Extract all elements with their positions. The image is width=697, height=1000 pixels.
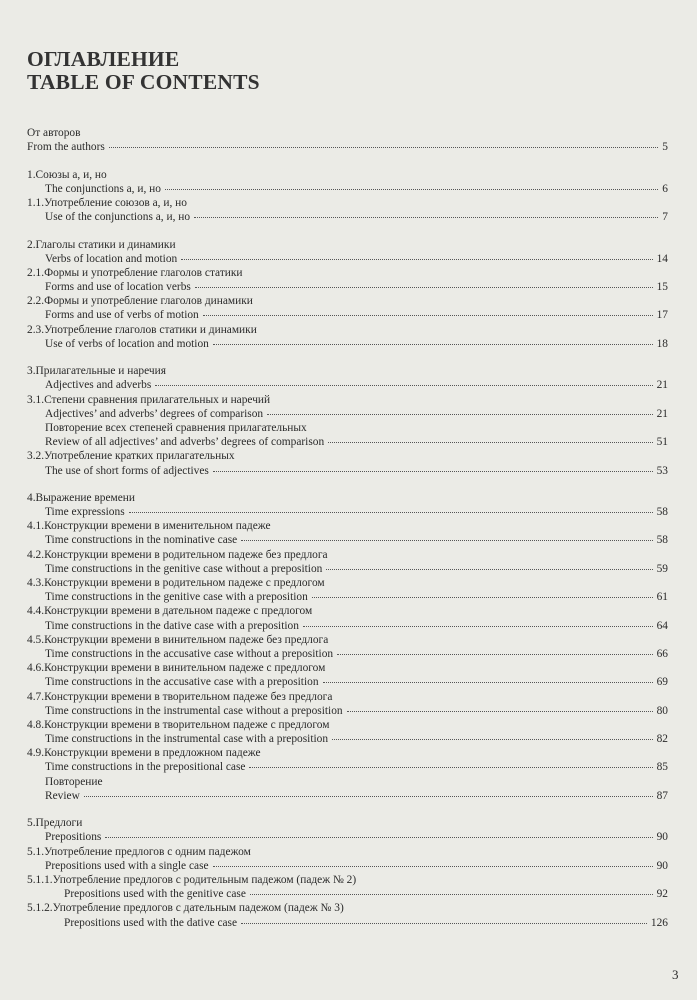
entry-title-en: Prepositions used with the genitive case: [64, 888, 246, 901]
toc-entry-ru: [27, 633, 668, 647]
toc-entry-ru: [27, 604, 668, 618]
entry-title-en: Time constructions in the instrumental case without a preposition: [45, 704, 343, 717]
entry-page-number: 82: [656, 733, 668, 746]
entry-title-en: Prepositions used with the dative case: [64, 916, 238, 929]
toc-entry-ru: [27, 845, 668, 859]
dot-leader: [129, 512, 653, 513]
entry-title-ru: Конструкции времени в именительном падеже: [44, 520, 271, 533]
entry-title-ru: Конструкции времени в дательном падеже с предлогом: [44, 605, 313, 618]
entry-page-number: 14: [656, 252, 668, 265]
entry-title-en: The use of short forms of adjectives: [45, 464, 209, 477]
dot-leader: [323, 682, 653, 683]
section-gap: [27, 154, 668, 167]
toc-entry-ru: [27, 661, 668, 675]
toc-entry-en: [27, 619, 668, 633]
section-number: 3.1.: [27, 393, 45, 406]
entry-page-number: 69: [656, 676, 668, 689]
section-number: 4.1.: [27, 520, 45, 533]
toc-entry-en: [27, 280, 668, 294]
dot-leader: [165, 189, 658, 190]
entry-page-number: 66: [656, 647, 668, 660]
entry-title-ru: Союзы а, и, но: [35, 168, 107, 181]
entry-title-en: Time constructions in the dative case with a preposition: [45, 619, 299, 632]
entry-title-ru: Конструкции времени в творительном падеже без предлога: [44, 690, 333, 703]
dot-leader: [213, 344, 653, 345]
entry-title-ru: Выражение времени: [35, 491, 136, 504]
toc-entry-en: [27, 647, 668, 661]
entry-title-en: Review of all adjectives’ and adverbs’ degrees of comparison: [45, 436, 325, 449]
section-number: 2.1.: [27, 266, 45, 279]
entry-title-ru: Предлоги: [35, 817, 83, 830]
dot-leader: [203, 315, 653, 316]
toc-entry-en: [27, 590, 668, 604]
table-of-contents: [27, 126, 668, 930]
dot-leader: [326, 569, 652, 570]
dot-leader: [213, 471, 653, 472]
toc-entry-en: [27, 760, 668, 774]
section-gap: [27, 803, 668, 816]
toc-entry-ru: [27, 873, 668, 887]
toc-entry-en: [27, 887, 668, 901]
toc-entry-ru: [27, 901, 668, 915]
entry-title-en: The conjunctions а, и, но: [45, 182, 161, 195]
dot-leader: [312, 597, 653, 598]
entry-title-ru: Конструкции времени в родительном падеже без предлога: [44, 548, 328, 561]
section-number: 5.1.2.: [27, 902, 53, 915]
toc-entry-en: [27, 859, 668, 873]
section-number: 5.1.: [27, 845, 45, 858]
toc-entry-ru: [27, 491, 668, 505]
entry-page-number: 18: [656, 337, 668, 350]
toc-entry-en: [27, 505, 668, 519]
entry-page-number: 15: [656, 281, 668, 294]
entry-page-number: 21: [656, 379, 668, 392]
toc-entry-en: [27, 562, 668, 576]
toc-entry-ru: [27, 449, 668, 463]
toc-entry-ru: [27, 168, 668, 182]
entry-title-en: Time constructions in the prepositional case: [45, 761, 246, 774]
section-number: 4.8.: [27, 718, 45, 731]
toc-entry-ru: [27, 421, 668, 435]
entry-title-ru: Конструкции времени в винительном падеже без предлога: [44, 633, 329, 646]
entry-title-en: Forms and use of verbs of motion: [45, 309, 199, 322]
entry-page-number: 90: [656, 831, 668, 844]
entry-page-number: 64: [656, 619, 668, 632]
toc-entry-en: [27, 533, 668, 547]
toc-entry-ru: [27, 816, 668, 830]
dot-leader: [249, 767, 652, 768]
dot-leader: [241, 923, 647, 924]
toc-entry-ru: [27, 126, 668, 140]
entry-page-number: 6: [662, 182, 668, 195]
entry-title-ru: Конструкции времени в винительном падеже с предлогом: [44, 662, 326, 675]
section-gap: [27, 478, 668, 491]
dot-leader: [105, 837, 652, 838]
dot-leader: [109, 147, 658, 148]
entry-title-ru: Употребление кратких прилагательных: [44, 450, 235, 463]
entry-page-number: 126: [650, 916, 668, 929]
section-gap: [27, 351, 668, 364]
entry-title-en: Time constructions in the nominative case: [45, 534, 238, 547]
entry-title-en: Adjectives’ and adverbs’ degrees of comparison: [45, 407, 264, 420]
title-ru: ОГЛАВЛЕНИЕ: [27, 47, 180, 71]
toc-entry-ru: [27, 393, 668, 407]
toc-entry-en: [27, 916, 668, 930]
toc-entry-en: [27, 789, 668, 803]
entry-title-ru: Формы и употребление глаголов статики: [44, 266, 243, 279]
dot-leader: [250, 894, 653, 895]
entry-title-ru: Формы и употребление глаголов динамики: [44, 295, 253, 308]
dot-leader: [347, 711, 653, 712]
entry-title-ru: Употребление предлогов с дательным падежом (падеж № 3): [52, 902, 344, 915]
toc-entry-ru: [27, 364, 668, 378]
toc-entry-ru: [27, 690, 668, 704]
entry-title-en: Verbs of location and motion: [45, 252, 178, 265]
entry-title-en: Review: [45, 789, 80, 802]
section-number: 4.: [27, 491, 36, 504]
toc-entry-en: [27, 732, 668, 746]
entry-title-ru: Употребление союзов а, и, но: [44, 196, 187, 209]
dot-leader: [267, 414, 652, 415]
entry-title-ru: Употребление предлогов с родительным падежом (падеж № 2): [52, 873, 357, 886]
entry-title-en: Time constructions in the instrumental case with a preposition: [45, 733, 329, 746]
toc-entry-en: [27, 704, 668, 718]
toc-entry-ru: [27, 775, 668, 789]
entry-title-en: From the authors: [27, 141, 105, 154]
entry-title-ru: От авторов: [27, 127, 81, 139]
toc-entry-ru: [27, 323, 668, 337]
entry-page-number: 51: [656, 436, 668, 449]
entry-title-ru: Повторение всех степеней сравнения прилагательных: [45, 421, 307, 434]
section-number: 3.: [27, 365, 36, 378]
entry-page-number: 90: [656, 859, 668, 872]
toc-entry-ru: [27, 576, 668, 590]
entry-page-number: 17: [656, 309, 668, 322]
entry-title-en: Time constructions in the genitive case without a preposition: [45, 562, 323, 575]
entry-title-ru: Глаголы статики и динамики: [35, 238, 176, 251]
entry-title-en: Forms and use of location verbs: [45, 281, 191, 294]
toc-entry-ru: [27, 266, 668, 280]
toc-entry-en: [27, 140, 668, 154]
entry-title-en: Prepositions used with a single case: [45, 859, 209, 872]
entry-page-number: 58: [656, 534, 668, 547]
entry-title-en: Time expressions: [45, 506, 125, 519]
section-number: 4.6.: [27, 662, 45, 675]
entry-page-number: 92: [656, 888, 668, 901]
entry-page-number: 58: [656, 506, 668, 519]
entry-title-en: Time constructions in the accusative case without a preposition: [45, 647, 334, 660]
toc-entry-ru: [27, 238, 668, 252]
page-title: [27, 48, 260, 94]
dot-leader: [241, 540, 652, 541]
entry-title-ru: Прилагательные и наречия: [35, 365, 166, 378]
dot-leader: [328, 442, 652, 443]
toc-entry-ru: [27, 294, 668, 308]
section-number: 4.9.: [27, 747, 45, 760]
section-number: 5.: [27, 817, 36, 830]
section-gap: [27, 224, 668, 237]
section-number: 4.5.: [27, 633, 45, 646]
toc-entry-en: [27, 308, 668, 322]
entry-title-en: Time constructions in the accusative case with a preposition: [45, 676, 319, 689]
section-number: 1.: [27, 168, 36, 181]
dot-leader: [155, 385, 652, 386]
entry-title-ru: Употребление предлогов с одним падежом: [44, 845, 251, 858]
dot-leader: [84, 796, 653, 797]
entry-page-number: 7: [662, 211, 668, 224]
toc-entry-en: [27, 435, 668, 449]
section-number: 4.3.: [27, 577, 45, 589]
toc-entry-ru: [27, 548, 668, 562]
section-number: 2.2.: [27, 295, 45, 308]
toc-entry-en: [27, 830, 668, 844]
entry-title-en: Use of the conjunctions а, и, но: [45, 211, 191, 224]
section-number: 4.2.: [27, 548, 45, 561]
section-number: 4.4.: [27, 605, 45, 618]
toc-entry-en: [27, 464, 668, 478]
toc-entry-ru: [27, 718, 668, 732]
page-number: 3: [672, 967, 679, 982]
entry-title-ru: Степени сравнения прилагательных и наречий: [44, 393, 271, 406]
section-number: 5.1.1.: [27, 873, 53, 886]
entry-page-number: 53: [656, 464, 668, 477]
toc-entry-en: [27, 210, 668, 224]
entry-title-en: Adjectives and adverbs: [45, 379, 152, 392]
entry-title-en: Use of verbs of location and motion: [45, 337, 209, 350]
title-en: TABLE OF CONTENTS: [27, 70, 260, 94]
entry-page-number: 80: [656, 704, 668, 717]
toc-entry-en: [27, 675, 668, 689]
section-number: 2.: [27, 238, 36, 251]
entry-page-number: 61: [656, 591, 668, 604]
entry-title-ru: Конструкции времени в творительном падеже с предлогом: [44, 718, 330, 731]
section-number: 3.2.: [27, 450, 45, 463]
section-number: 4.7.: [27, 690, 45, 703]
dot-leader: [195, 287, 653, 288]
toc-entry-en: [27, 252, 668, 266]
entry-title-ru: Употребление глаголов статики и динамики: [44, 323, 257, 336]
toc-entry-en: [27, 407, 668, 421]
toc-entry-ru: [27, 519, 668, 533]
entry-title-en: Prepositions: [45, 831, 102, 844]
dot-leader: [332, 739, 653, 740]
section-number: 1.1.: [27, 196, 45, 209]
dot-leader: [194, 217, 658, 218]
entry-page-number: 5: [662, 141, 668, 154]
dot-leader: [181, 259, 652, 260]
entry-page-number: 87: [656, 789, 668, 802]
dot-leader: [337, 654, 653, 655]
toc-entry-en: [27, 182, 668, 196]
entry-title-ru: Конструкции времени в предложном падеже: [44, 747, 261, 760]
dot-leader: [303, 626, 653, 627]
toc-entry-en: [27, 378, 668, 392]
toc-entry-en: [27, 337, 668, 351]
entry-title-ru: Повторение: [45, 775, 103, 788]
entry-title-ru: Конструкции времени в родительном падеже с предлогом: [44, 577, 325, 589]
entry-page-number: 85: [656, 761, 668, 774]
toc-entry-ru: [27, 196, 668, 210]
entry-title-en: Time constructions in the genitive case with a preposition: [45, 591, 308, 604]
dot-leader: [213, 866, 653, 867]
section-number: 2.3.: [27, 323, 45, 336]
entry-page-number: 21: [656, 407, 668, 420]
entry-page-number: 59: [656, 562, 668, 575]
toc-entry-ru: [27, 746, 668, 760]
